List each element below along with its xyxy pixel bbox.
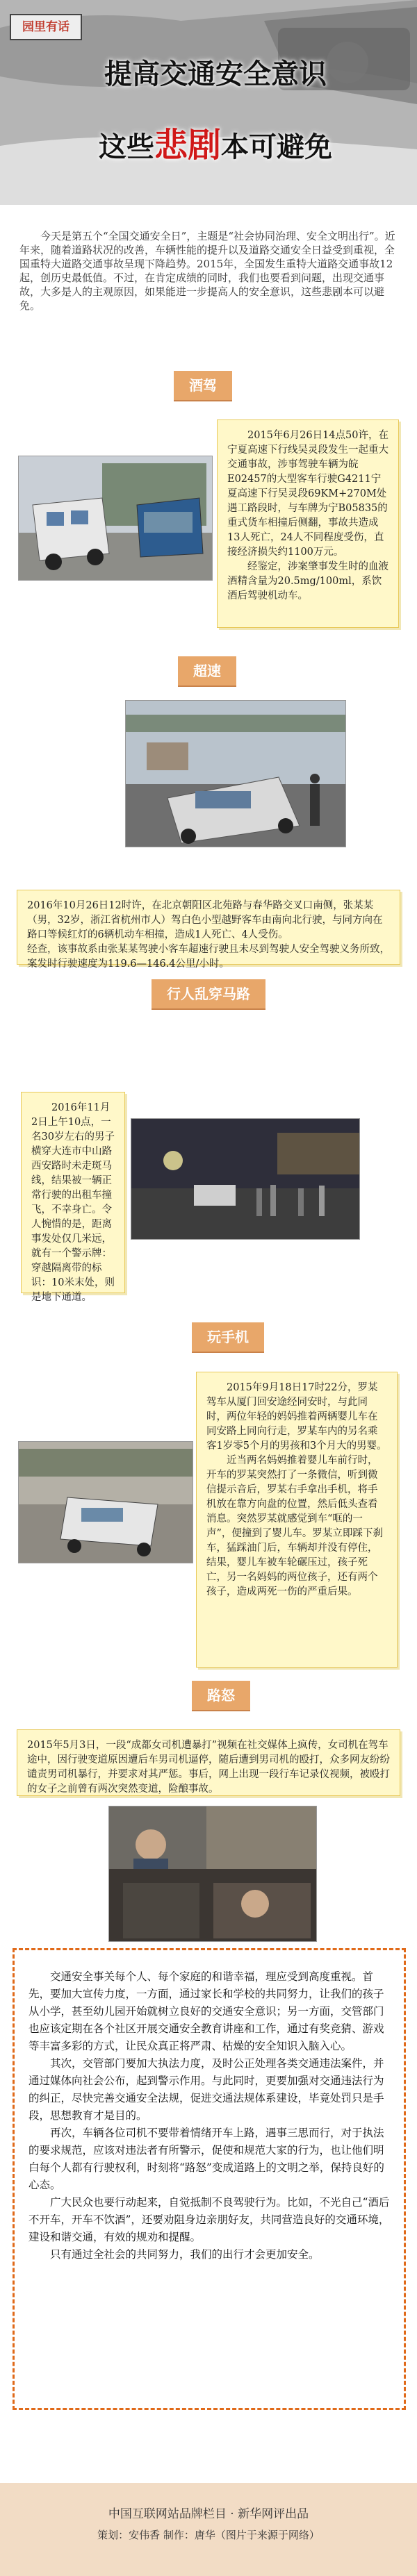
section-tag-speeding: 超速 bbox=[178, 656, 236, 685]
photo-road-rage bbox=[108, 1806, 317, 1942]
note-phone-use bbox=[196, 1372, 398, 1668]
note-text: 2016年10月26日12时许，在北京朝阳区北苑路与春华路交叉口南侧，张某某（男，32岁，浙江省杭州市人）驾白色小型越野客车由南向北行驶，与同方向在路口等候红灯的6辆机动车相撞，造成1人死亡、4人受伤。 bbox=[27, 900, 383, 940]
photo-crash-scene-3 bbox=[131, 1118, 360, 1240]
summary-paragraph: 其次，交管部门要加大执法力度，及时公正处理各类交通违法案件，并通过媒体向社会公布，起到警示作用。与此同时，更要加强对交通违法行为的纠正，尽快完善交通安全法规，促进交通法规体系建设，毕竟处罚只是手段，思想教育才是目的。 bbox=[28, 2057, 384, 2122]
summary-paragraph: 只有通过全社会的共同努力，我们的出行才会更加安全。 bbox=[50, 2248, 320, 2261]
note-text: 2015年5月3日，一段“成都女司机遭暴打”视频在社交媒体上疯传，女司机在驾车途中，因行驶变道原因遭后车男司机逼停，随后遭到男司机的殴打，众多网友纷纷谴责男司机暴行，并要求对其严惩。事后，网上出现一段行车记录仪视频，被殴打的女子之前曾有两次突然变道，险酿事故。 bbox=[27, 1740, 390, 1795]
section-tag-jaywalking: 行人乱穿马路 bbox=[152, 979, 265, 1008]
photo-crash-scene-4 bbox=[18, 1441, 193, 1563]
photo-crash-scene-1 bbox=[18, 456, 213, 581]
footer bbox=[0, 2483, 417, 2576]
footer-credits-line: 策划：安伟香 制作：唐华（图片于来源于网络） bbox=[97, 2529, 320, 2541]
footer-brand-line: 中国互联网站品牌栏目 · 新华网评出品 bbox=[108, 2507, 309, 2521]
title-post: 本可避免 bbox=[221, 131, 332, 163]
page-title-line1: 提高交通安全意识 bbox=[104, 58, 327, 90]
header-banner bbox=[0, 0, 417, 205]
intro-paragraph: 今天是第五个“全国交通安全日”，主题是“社会协同治理、安全文明出行”。近年来，随着道路状况的改善，车辆性能的提升以及道路交通安全日益受到重视，全国重特大道路交通事故呈现下降趋势。2015年，全国发生重特大道路交通事故12起，创历史最低值。不过，在肯定成绩的同时，我们也要看到问题，出现交通事故，大多是人的主观原因，如果能进一步提高人的安全意识，这些悲剧本可以避免。 bbox=[19, 230, 395, 312]
summary-paragraph: 再次，车辆各位司机不要带着情绪开车上路，遇事三思而行，对于执法的要求规范，应该对违法者有所警示，促使和规范大家的行为，也让他们明白每个人都有行驶权利，时刻将“路怒”变成道路上的文明之举，保持良好的心态。 bbox=[28, 2127, 384, 2191]
note-jaywalking bbox=[21, 1092, 125, 1303]
note-text: 2015年9月18日17时22分，罗某驾车从厦门回安途经同安时，与此同时，两位年轻的妈妈推着两辆婴儿车在同安路上同向行走，罗某车内的另名乘客1岁零5个月的男孩和3个月大的男婴。 bbox=[206, 1382, 387, 1452]
brand-label: 园里有话 bbox=[10, 14, 82, 40]
photo-crash-scene-2 bbox=[125, 700, 346, 847]
note-text: 2015年6月26日14点50许，在宁夏高速下行线吴灵段发生一起重大交通事故，涉事驾驶车辆为皖E02457的大型客车行驶G4211宁夏高速下行吴灵段69KM+270M处遇工路段时，与车牌为宁B05835的重式货车相撞后侧翻，事故共造成13人死亡，24人不同程度受伤，直接经济损失约1100万元。 bbox=[227, 430, 389, 558]
summary-paragraph: 交通安全事关每个人、每个家庭的和谐幸福，理应受到高度重视。首先，要加大宣传力度，一方面，通过家长和学校的共同努力，让我们的孩子从小学，甚至幼儿园开始就树立良好的交通安全意识；另一方面，交管部门也应该定期在各个社区开展交通安全教育讲座和工作，通过有奖竞猜、游戏等丰富多彩的方式，让民众真正将严肃、枯燥的安全知识入脑入心。 bbox=[28, 1970, 384, 2052]
note-text-2: 经鉴定，涉案肇事发生时的血液酒精含量为20.5mg/100ml，系饮酒后驾驶机动车。 bbox=[227, 561, 389, 601]
section-tag-phone-use: 玩手机 bbox=[192, 1322, 264, 1352]
title-pre: 这些 bbox=[98, 131, 154, 163]
summary-box bbox=[13, 1948, 406, 2410]
note-text-2: 近当两名妈妈推着婴儿车前行时，开车的罗某突然打了一条微信，听到微信提示音后，罗某右手拿出手机，将手机放在靠方向盘的位置，然后低头查看消息。突然罗某就感觉到车“哐的一声”，便撞到了婴儿车。罗某立即踩下刹车，猛踩油门后，车辆却并没有停住，结果，婴儿车被车轮碾压过，孩子死亡，另一名妈妈的两位孩子，还有两个孩子，造成两死一伤的严重后果。 bbox=[206, 1455, 383, 1597]
section-tag-drunk-driving: 酒驾 bbox=[174, 371, 232, 400]
note-text-2: 经查，该事故系由张某某驾驶小客车超速行驶且未尽到驾驶人安全驾驶义务所致，案发时行驶速度为119.6—146.4公里/小时。 bbox=[27, 944, 390, 970]
note-drunk-driving bbox=[217, 419, 399, 628]
page-title-line2 bbox=[56, 118, 375, 166]
note-speeding bbox=[17, 890, 400, 970]
title-highlight: 悲剧 bbox=[154, 126, 221, 165]
summary-paragraph: 广大民众也要行动起来，自觉抵制不良驾驶行为。比如，不光自己“酒后不开车，开车不饮酒”，还要劝阻身边亲朋好友，共同营造良好的交通环境，建设和谐交通，有效的规劝和提醒。 bbox=[28, 2196, 390, 2243]
note-road-rage bbox=[17, 1729, 400, 1796]
note-text: 2016年11月2日上午10点，一名30岁左右的男子横穿大连市中山路西安路时未走斑马线，结果被一辆正常行驶的出租车撞飞，不幸身亡。令人惋惜的是，距离事发处仅几米远，就有一个警示牌：穿越隔离带的标识：10米末处，则是地下通道。 bbox=[31, 1102, 115, 1303]
section-tag-road-rage: 路怒 bbox=[192, 1681, 250, 1710]
